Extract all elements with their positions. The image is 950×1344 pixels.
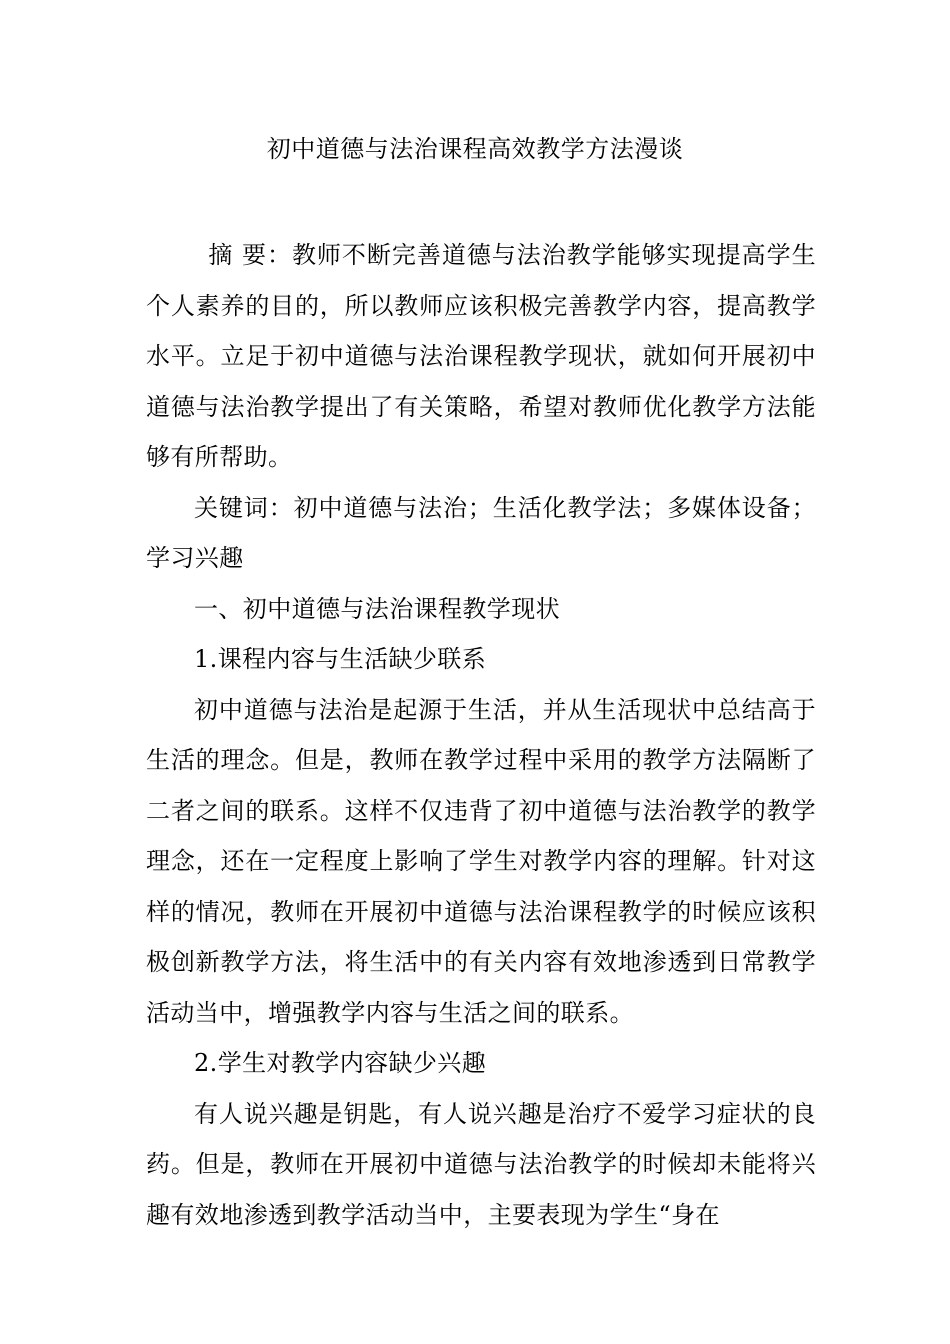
body-paragraph-2: 有人说兴趣是钥匙，有人说兴趣是治疗不爱学习症状的良药。但是，教师在开展初中道德与法治教学的时候却未能将兴趣有效地渗透到教学活动当中，主要表现为学生“身在 [146, 1099, 816, 1229]
subsection-heading-1: 1.课程内容与生活缺少联系 [194, 645, 487, 673]
section-heading-1: 一、初中道德与法治课程教学现状 [194, 594, 560, 623]
document-title: 初中道德与法治课程高效教学方法漫谈 [266, 135, 684, 163]
body-paragraph-1: 初中道德与法治是起源于生活，并从生活现状中总结高于生活的理念。但是，教师在教学过程中采用的教学方法隔断了二者之间的联系。这样不仅违背了初中道德与法治教学的教学理念，还在一定程度上影响了学生对教学内容的理解。针对这样的情况，教师在开展初中道德与法治课程教学的时候应该积极创新教学方法，将生活中的有关内容有效地渗透到日常教学活动当中，增强教学内容与生活之间的联系。 [146, 695, 816, 1027]
keywords-paragraph: 关键词：初中道德与法治；生活化教学法；多媒体设备；学习兴趣 [146, 493, 816, 572]
document-body [146, 230, 816, 1240]
abstract-paragraph: 摘 要：教师不断完善道德与法治教学能够实现提高学生个人素养的目的，所以教师应该积极完善教学内容，提高教学水平。立足于初中道德与法治课程教学现状，就如何开展初中道德与法治教学提出了有关策略，希望对教师优化教学方法能够有所帮助。 [146, 241, 816, 471]
subsection-heading-2: 2.学生对教学内容缺少兴趣 [194, 1049, 487, 1077]
